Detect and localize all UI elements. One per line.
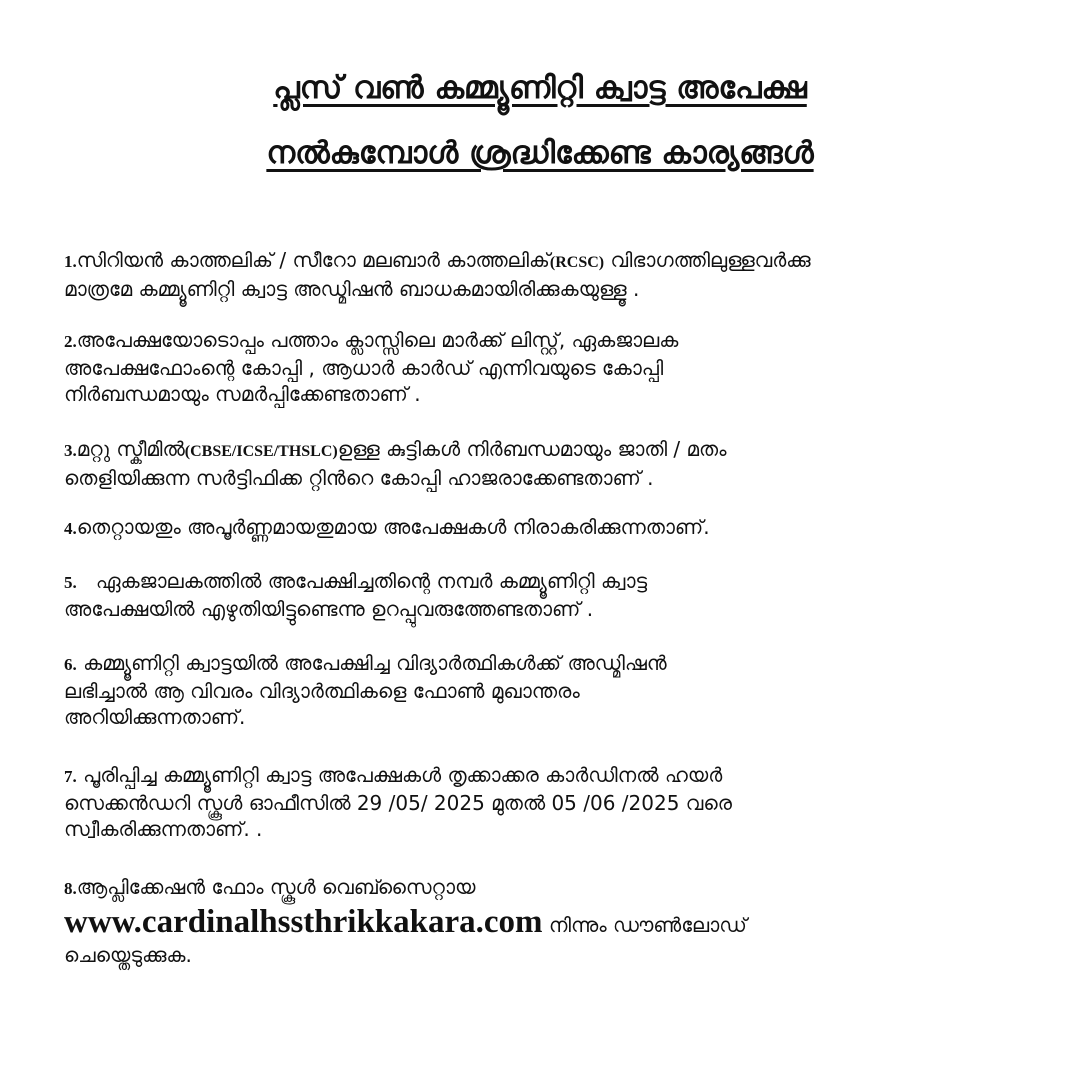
item-number: 1. [64,252,77,271]
notice-item-1 [64,247,1038,302]
item-number: 6. [64,655,77,674]
notice-item-3 [64,436,1038,491]
item-text: കമ്മ്യൂണിറ്റി ക്വാട്ടയിൽ അപേക്ഷിച്ച വിദ്യാർത്ഥികൾക്ക് അഡ്മിഷൻ [83,651,667,675]
item-text: മറ്റു സ്കീമിൽ [76,437,185,461]
item-text: അപേക്ഷയോടൊപ്പം പത്താം ക്ലാസ്സിലെ മാർക്ക് ലിസ്റ്റ്, ഏകജാലക [76,328,679,352]
notice-title-line-1: പ്ലസ് വൺ കമ്മ്യൂണിറ്റി ക്വാട്ട അപേക്ഷ [273,70,807,106]
notice-item-8-line-1 [64,874,1038,902]
item-text: വിഭാഗത്തിലുള്ളവർക്കു [604,248,811,272]
notice-item-4-line-1 [64,514,1038,542]
notice-item-2 [64,327,1038,407]
notice-item-2-line-3: നിർബന്ധമായും സമർപ്പിക്കേണ്ടതാണ് . [64,382,421,406]
school-website-link[interactable]: www.cardinalhssthrikkakara.com [64,904,543,940]
item-text: ആപ്ലിക്കേഷൻ ഫോം സ്കൂൾ വെബ്സൈറ്റായ [76,875,476,899]
notice-item-1-line-2: മാത്രമേ കമ്മ്യൂണിറ്റി ക്വാട്ട അഡ്മിഷൻ ബാധകമായിരിക്കുകയുള്ളൂ . [64,277,640,301]
item-number: 2. [64,332,77,351]
notice-item-3-line-2: തെളിയിക്കുന്ന സർട്ടിഫിക്ക റ്റിൻറെ കോപ്പി ഹാജരാക്കേണ്ടതാണ് . [64,466,654,490]
notice-item-2-line-1 [64,327,1038,355]
notice-item-6 [64,650,1038,730]
notice-item-6-line-1 [64,650,1038,678]
notice-item-5 [64,568,1038,622]
item-number: 7. [64,767,77,786]
notice-item-7-line-3: സ്വീകരിക്കുന്നതാണ്. . [64,817,263,841]
item-text: പൂരിപ്പിച്ച കമ്മ്യൂണിറ്റി ക്വാട്ട അപേക്ഷകൾ തൃക്കാക്കര കാർഡിനൽ ഹയർ [83,763,723,787]
notice-item-1-line-1 [64,247,1038,276]
notice-item-7 [64,762,1038,842]
notice-item-8 [64,874,1038,968]
notice-item-3-line-1 [64,436,1038,465]
notice-title-line-2: നൽകുമ്പോൾ ശ്രദ്ധിക്കേണ്ട കാര്യങ്ങൾ [266,135,814,171]
item-text: ഉള്ള കുട്ടികൾ നിർബന്ധമായും ജാതി / മതം [337,437,727,461]
item-text: നിന്നും ഡൗൺലോഡ് [542,913,747,937]
notice-item-5-line-2: അപേക്ഷയിൽ എഴുതിയിട്ടുണ്ടെന്നു ഉറപ്പുവരുത്തേണ്ടതാണ് . [64,597,594,621]
item-code: (RCSC) [549,254,605,271]
item-number: 4. [64,519,77,538]
notice-item-2-line-2: അപേക്ഷഫോംന്റെ കോപ്പി , ആധാർ കാർഡ് എന്നിവയുടെ കോപ്പി [64,356,664,380]
item-number: 3. [64,441,77,460]
item-text: ഏകജാലകത്തിൽ അപേക്ഷിച്ചതിന്റെ നമ്പർ കമ്മ്യൂണിറ്റി ക്വാട്ട [95,569,648,593]
item-number: 8. [64,879,77,898]
notice-item-7-line-1 [64,762,1038,790]
item-text: തെറ്റായതും അപൂർണ്ണമായതുമായ അപേക്ഷകൾ നിരാകരിക്കുന്നതാണ്. [76,515,710,539]
notice-item-7-line-2: സെക്കൻഡറി സ്കൂൾ ഓഫീസിൽ 29 /05/ 2025 മുതൽ 05 /06 /2025 വരെ [64,791,732,815]
notice-item-6-line-3: അറിയിക്കുന്നതാണ്. [64,705,246,729]
notice-item-4 [64,514,1038,542]
item-number: 5. [64,573,77,592]
notice-item-6-line-2: ലഭിച്ചാൽ ആ വിവരം വിദ്യാർത്ഥികളെ ഫോൺ മുഖാന്തരം [64,679,580,703]
item-code: (CBSE/ICSE/THSLC) [184,443,338,460]
notice-item-8-line-3: ചെയ്തെടുക്കുക. [64,943,192,967]
notice-item-5-line-1 [64,568,1038,596]
notice-item-8-line-2 [64,902,1038,942]
item-text: സിറിയൻ കാത്തലിക് / സീറോ മലബാർ കാത്തലിക് [76,248,550,272]
